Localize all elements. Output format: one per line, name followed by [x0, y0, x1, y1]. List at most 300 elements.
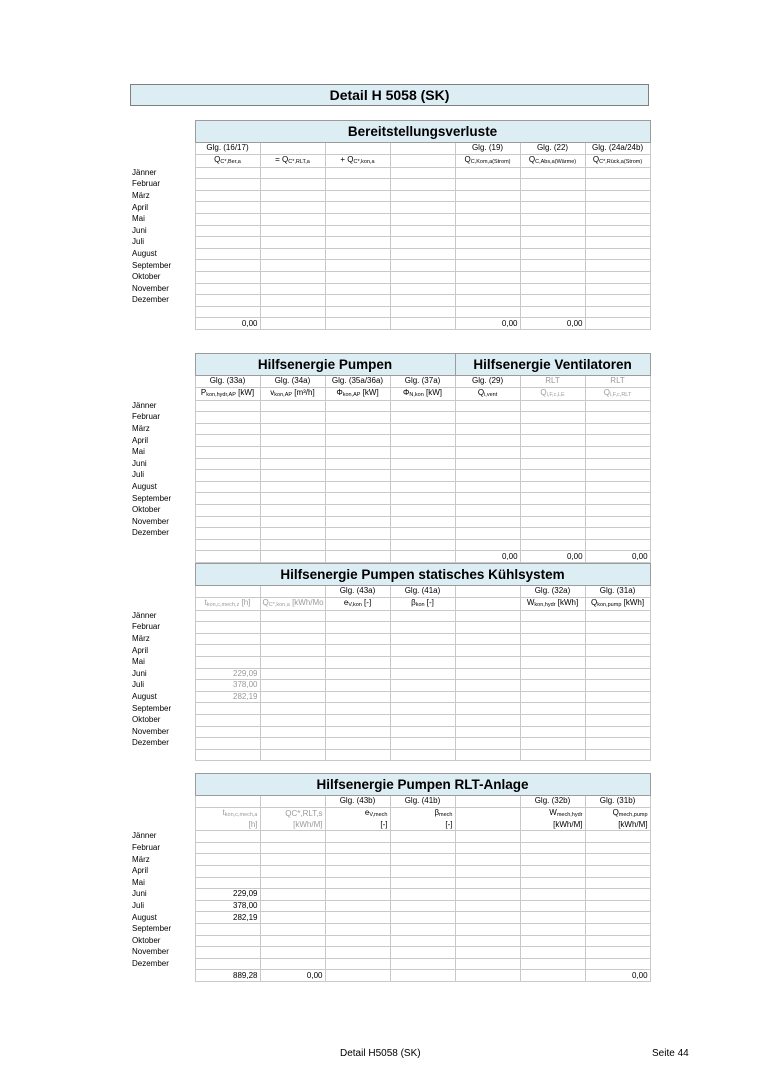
value-cell [585, 493, 650, 505]
value-cell [195, 470, 260, 482]
table-row [130, 877, 650, 889]
value-cell [260, 283, 325, 295]
value-cell [455, 202, 520, 214]
total-cell [390, 970, 455, 982]
value-cell [325, 446, 390, 458]
value-cell [325, 260, 390, 272]
value-cell [455, 539, 520, 551]
value-cell [195, 958, 260, 970]
value-cell [390, 202, 455, 214]
value-cell [325, 714, 390, 726]
table-row [130, 900, 650, 912]
value-cell [520, 179, 585, 191]
value-cell [325, 691, 390, 703]
value-cell [455, 271, 520, 283]
equation-ref: Glg. (37a) [390, 376, 455, 388]
value-cell [195, 935, 260, 947]
column-unit [455, 820, 520, 831]
value-cell [390, 271, 455, 283]
column-symbol: = Q [275, 154, 289, 164]
value-cell [390, 656, 455, 668]
total-cell: 0,00 [195, 318, 260, 330]
value-cell [195, 633, 260, 645]
title-row [130, 354, 650, 376]
table-row [130, 668, 650, 680]
column-symbol [195, 387, 260, 400]
value-cell [325, 295, 390, 307]
month-label: März [130, 854, 195, 866]
value-cell [520, 680, 585, 692]
value-cell [585, 703, 650, 715]
equation-ref: Glg. (22) [520, 143, 585, 155]
value-cell [325, 889, 390, 901]
value-cell [325, 749, 390, 761]
value-cell [195, 610, 260, 622]
blank-cell [130, 154, 195, 167]
equation-ref-row [130, 376, 650, 388]
column-symbol [325, 807, 390, 820]
value-cell [520, 225, 585, 237]
totals-row [130, 551, 650, 563]
equation-ref: Glg. (16/17) [195, 143, 260, 155]
value-cell [455, 423, 520, 435]
value-cell [390, 865, 455, 877]
month-label: Dezember [130, 738, 195, 750]
table-row [130, 190, 650, 202]
value-cell [325, 179, 390, 191]
table-row [130, 271, 650, 283]
equation-ref [455, 586, 520, 598]
month-label: Dezember [130, 528, 195, 540]
value-cell [195, 831, 260, 843]
table-row [130, 458, 650, 470]
table-row [130, 738, 650, 750]
value-cell [585, 935, 650, 947]
table-row [130, 213, 650, 225]
total-cell: 889,28 [195, 970, 260, 982]
value-cell [455, 213, 520, 225]
blank-cell [130, 354, 195, 376]
value-cell [325, 167, 390, 179]
column-unit: [-] [361, 597, 372, 607]
value-cell [195, 947, 260, 959]
value-cell [325, 877, 390, 889]
value-cell [260, 738, 325, 750]
value-cell [585, 889, 650, 901]
totals-row [130, 318, 650, 330]
value-cell [325, 248, 390, 260]
value-cell [585, 714, 650, 726]
value-cell [390, 703, 455, 715]
value-cell [390, 842, 455, 854]
value-cell [260, 202, 325, 214]
page-title: Detail H 5058 (SK) [130, 84, 649, 106]
column-symbol: Q [603, 387, 611, 397]
month-label: April [130, 435, 195, 447]
value-cell [390, 167, 455, 179]
month-label: Juni [130, 225, 195, 237]
value-cell [585, 295, 650, 307]
value-cell [390, 539, 455, 551]
column-symbol [520, 597, 585, 610]
value-cell [585, 923, 650, 935]
month-label: Juni [130, 668, 195, 680]
month-label: Jänner [130, 831, 195, 843]
value-cell [390, 283, 455, 295]
value-cell [585, 691, 650, 703]
value-cell: 229,09 [195, 668, 260, 680]
total-cell [390, 551, 455, 563]
column-symbol [585, 807, 650, 820]
value-cell [585, 306, 650, 318]
equation-ref [260, 143, 325, 155]
column-symbol: QC*,RLT,s [285, 808, 323, 818]
column-symbol: Q [214, 154, 221, 164]
value-cell [325, 633, 390, 645]
equation-ref-row [130, 143, 650, 155]
value-cell [195, 703, 260, 715]
column-unit: [kWh] [621, 597, 645, 607]
value-cell [325, 283, 390, 295]
value-cell [325, 504, 390, 516]
value-cell [260, 539, 325, 551]
column-subscript: kon,hydr [534, 601, 556, 608]
value-cell [390, 738, 455, 750]
value-cell [520, 260, 585, 272]
column-symbol: t [222, 807, 225, 817]
value-cell [260, 213, 325, 225]
table-row [130, 865, 650, 877]
value-cell [455, 877, 520, 889]
value-cell [260, 528, 325, 540]
value-cell [325, 435, 390, 447]
value-cell [260, 645, 325, 657]
value-cell [455, 225, 520, 237]
column-symbol [390, 597, 455, 610]
table-row [130, 435, 650, 447]
column-unit: [-] [325, 820, 390, 831]
blank-cell [130, 807, 195, 820]
value-cell [520, 889, 585, 901]
value-cell [455, 400, 520, 412]
value-cell [325, 842, 390, 854]
value-cell [390, 458, 455, 470]
value-cell [390, 504, 455, 516]
value-cell [325, 528, 390, 540]
value-cell [195, 738, 260, 750]
equation-ref: Glg. (32a) [520, 586, 585, 598]
column-symbol [520, 154, 585, 167]
column-symbol: Q [262, 597, 269, 607]
column-symbol: β [411, 597, 416, 607]
table-row [130, 412, 650, 424]
value-cell [390, 714, 455, 726]
month-label: April [130, 645, 195, 657]
total-cell: 0,00 [455, 551, 520, 563]
month-label: Juni [130, 889, 195, 901]
section-pumpen-rlt-anlage [130, 773, 650, 982]
value-cell [455, 947, 520, 959]
value-cell: 378,00 [195, 900, 260, 912]
column-unit: [kWh/M] [585, 820, 650, 831]
blank-cell [130, 749, 195, 761]
value-cell [585, 167, 650, 179]
value-cell [520, 958, 585, 970]
column-subscript: C*,Ber,a [220, 158, 241, 165]
title-row [130, 121, 650, 143]
value-cell [325, 237, 390, 249]
table-row [130, 935, 650, 947]
table-row [130, 889, 650, 901]
column-subscript: C,Kom,a(Strom) [470, 158, 511, 165]
column-symbol [325, 387, 390, 400]
value-cell [195, 842, 260, 854]
value-cell [585, 260, 650, 272]
value-cell [325, 470, 390, 482]
value-cell [325, 202, 390, 214]
month-label: August [130, 912, 195, 924]
value-cell [585, 237, 650, 249]
value-cell [390, 831, 455, 843]
value-cell [520, 423, 585, 435]
equation-ref [325, 143, 390, 155]
value-cell [520, 656, 585, 668]
value-cell [325, 645, 390, 657]
value-cell [195, 923, 260, 935]
column-symbol: Φ [336, 387, 343, 397]
table-row [130, 283, 650, 295]
blank-cell [130, 318, 195, 330]
value-cell [520, 435, 585, 447]
value-cell [195, 645, 260, 657]
value-cell [195, 260, 260, 272]
value-cell [390, 237, 455, 249]
blank-cell [130, 820, 195, 831]
value-cell [390, 423, 455, 435]
value-cell [585, 842, 650, 854]
value-cell [390, 400, 455, 412]
value-cell [520, 271, 585, 283]
month-label: Oktober [130, 504, 195, 516]
month-label: August [130, 481, 195, 493]
column-symbol [455, 387, 520, 400]
value-cell [585, 435, 650, 447]
value-cell [455, 842, 520, 854]
value-cell [260, 306, 325, 318]
value-cell [325, 423, 390, 435]
month-label: Februar [130, 412, 195, 424]
value-cell [585, 912, 650, 924]
value-cell [390, 680, 455, 692]
total-cell [260, 551, 325, 563]
total-cell [520, 970, 585, 982]
equation-ref: Glg. (41b) [390, 796, 455, 808]
spacer-row [130, 539, 650, 551]
value-cell [585, 633, 650, 645]
value-cell [455, 691, 520, 703]
spacer-row [130, 749, 650, 761]
value-cell [195, 539, 260, 551]
month-label: Mai [130, 213, 195, 225]
column-subscript: N,kon [409, 391, 424, 398]
table-row [130, 854, 650, 866]
value-cell [455, 958, 520, 970]
column-symbol: v [270, 387, 275, 397]
value-cell [455, 668, 520, 680]
value-cell [195, 190, 260, 202]
value-cell [455, 923, 520, 935]
month-label: September [130, 923, 195, 935]
table-row [130, 423, 650, 435]
value-cell [585, 958, 650, 970]
column-unit: [kW] [360, 387, 379, 397]
column-subscript: mech,pump [618, 811, 648, 818]
table-row [130, 958, 650, 970]
value-cell [455, 656, 520, 668]
value-cell [260, 610, 325, 622]
value-cell [260, 865, 325, 877]
value-cell [520, 668, 585, 680]
column-symbol: W [526, 597, 535, 607]
column-subscript: V,mech [369, 811, 388, 818]
value-cell [585, 947, 650, 959]
value-cell [520, 877, 585, 889]
value-cell [455, 738, 520, 750]
blank-cell [130, 597, 195, 610]
equation-ref: Glg. (34a) [260, 376, 325, 388]
value-cell [390, 225, 455, 237]
column-unit: [kWh/Mo [289, 597, 324, 607]
value-cell [325, 213, 390, 225]
value-cell [325, 923, 390, 935]
value-cell [390, 900, 455, 912]
column-symbol: e [343, 597, 349, 607]
value-cell [260, 958, 325, 970]
value-cell [455, 528, 520, 540]
value-cell [585, 470, 650, 482]
column-symbol: Q [592, 154, 600, 164]
value-cell [585, 458, 650, 470]
column-subscript: i,F,c,LE [546, 391, 565, 398]
value-cell [325, 610, 390, 622]
value-cell [260, 237, 325, 249]
value-cell [520, 633, 585, 645]
column-subscript: C*,Rück,a(Strom) [599, 158, 643, 165]
table-row [130, 481, 650, 493]
column-symbol [520, 807, 585, 820]
value-cell [195, 295, 260, 307]
value-cell [585, 179, 650, 191]
value-cell [390, 412, 455, 424]
value-cell [455, 622, 520, 634]
equation-ref: Glg. (31a) [585, 586, 650, 598]
value-cell [195, 202, 260, 214]
value-cell [520, 900, 585, 912]
value-cell [520, 691, 585, 703]
section-title-ventilatoren: Hilfsenergie Ventilatoren [455, 354, 650, 376]
value-cell [390, 645, 455, 657]
table-row [130, 947, 650, 959]
column-subscript: C,Abs,a(Wärme) [535, 158, 577, 165]
month-label: Juli [130, 900, 195, 912]
value-cell [390, 726, 455, 738]
value-cell [260, 481, 325, 493]
value-cell [520, 714, 585, 726]
value-cell [390, 749, 455, 761]
column-symbol: Q [477, 387, 485, 397]
value-cell [195, 213, 260, 225]
value-cell [520, 528, 585, 540]
blank-cell [130, 586, 195, 598]
table-row [130, 248, 650, 260]
value-cell [455, 703, 520, 715]
equation-ref: Glg. (32b) [520, 796, 585, 808]
table-row [130, 831, 650, 843]
value-cell [325, 935, 390, 947]
equation-ref: Glg. (24a/24b) [585, 143, 650, 155]
column-unit: [kWh] [555, 597, 579, 607]
column-symbol [195, 154, 260, 167]
total-cell [325, 318, 390, 330]
month-label: Jänner [130, 400, 195, 412]
value-cell [195, 400, 260, 412]
value-cell [325, 622, 390, 634]
equation-ref: Glg. (19) [455, 143, 520, 155]
value-cell [455, 179, 520, 191]
value-cell [520, 539, 585, 551]
value-cell [260, 900, 325, 912]
table-row [130, 167, 650, 179]
table-row [130, 179, 650, 191]
equation-ref: Glg. (43a) [325, 586, 390, 598]
blank-cell [130, 306, 195, 318]
value-cell [325, 726, 390, 738]
value-cell [585, 668, 650, 680]
equation-ref: Glg. (41a) [390, 586, 455, 598]
value-cell [325, 912, 390, 924]
value-cell [585, 271, 650, 283]
month-label: November [130, 516, 195, 528]
column-unit: [m³/h] [292, 387, 315, 397]
symbol-row [130, 597, 650, 610]
value-cell [455, 610, 520, 622]
column-unit: [h] [195, 820, 260, 831]
value-cell [585, 202, 650, 214]
column-symbol: e [364, 807, 370, 817]
value-cell [390, 306, 455, 318]
value-cell [585, 190, 650, 202]
value-cell [585, 412, 650, 424]
value-cell [390, 260, 455, 272]
month-label: Februar [130, 842, 195, 854]
table-row [130, 237, 650, 249]
value-cell [585, 726, 650, 738]
value-cell [325, 271, 390, 283]
value-cell [260, 633, 325, 645]
column-symbol: Q [528, 154, 536, 164]
value-cell [520, 622, 585, 634]
value-cell [390, 481, 455, 493]
value-cell [325, 516, 390, 528]
equation-ref [260, 586, 325, 598]
column-symbol: + Q [340, 154, 354, 164]
column-subscript: mech,hydr [556, 811, 583, 818]
value-cell [520, 213, 585, 225]
title-row [130, 564, 650, 586]
value-cell [325, 680, 390, 692]
value-cell [455, 190, 520, 202]
value-cell: 282,19 [195, 691, 260, 703]
